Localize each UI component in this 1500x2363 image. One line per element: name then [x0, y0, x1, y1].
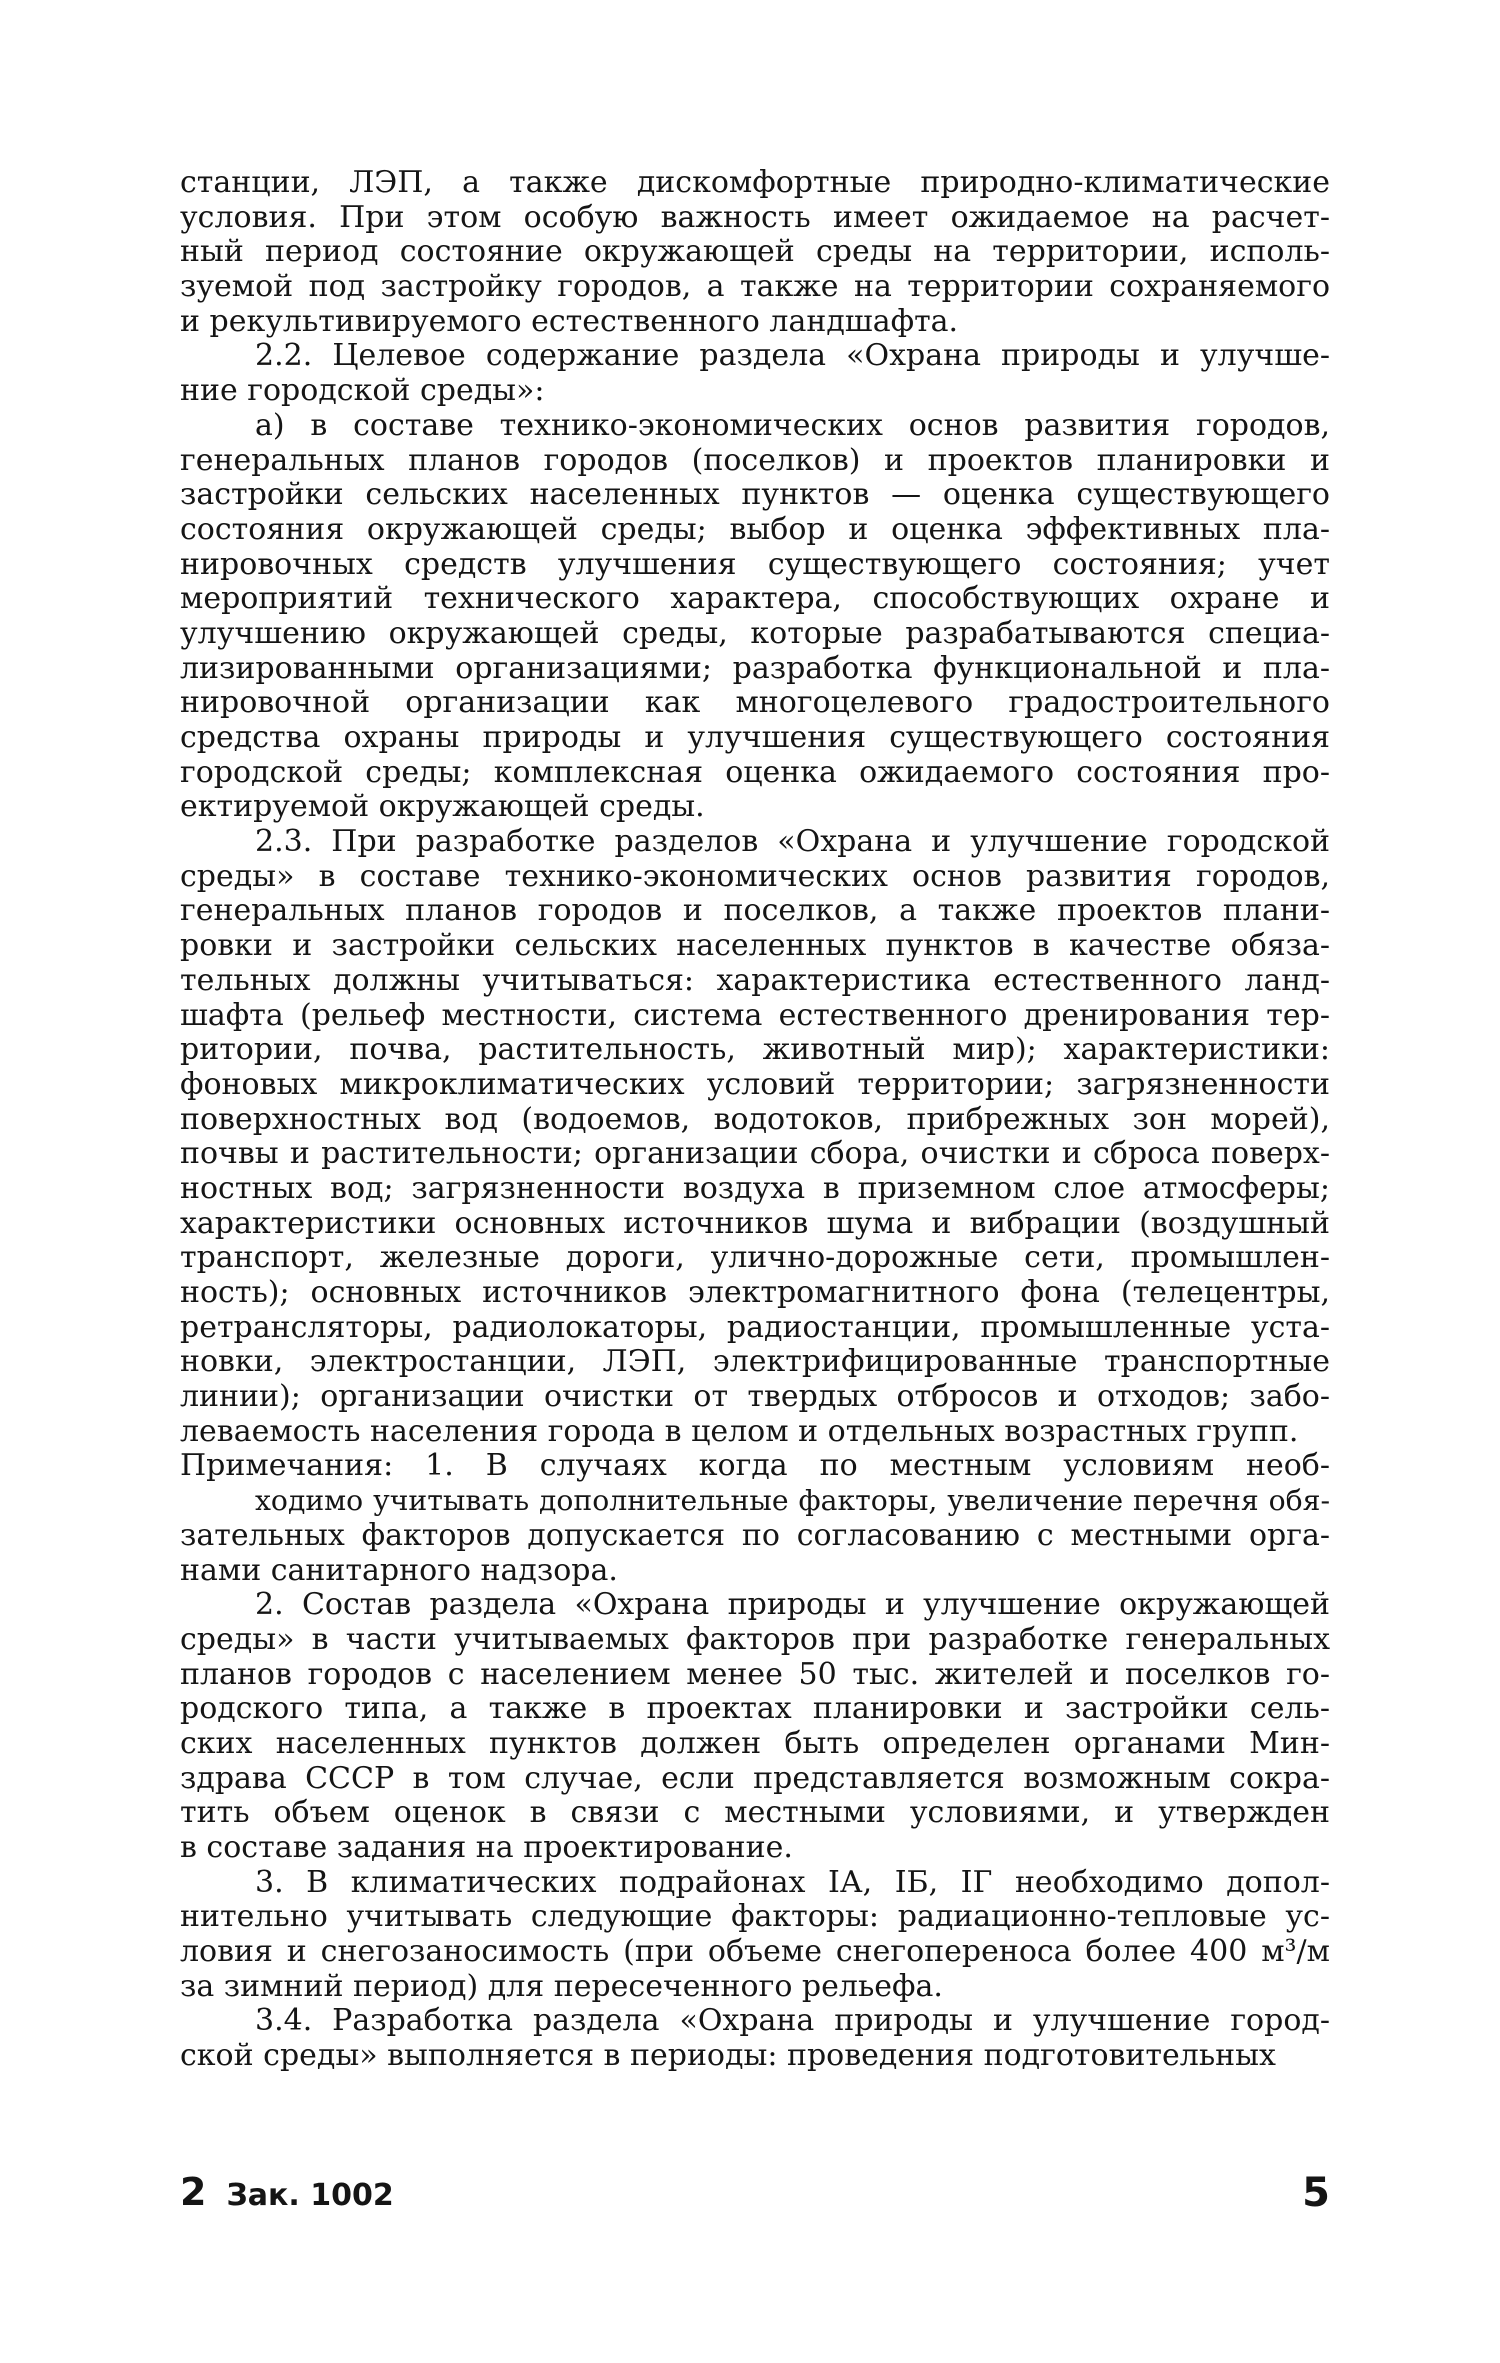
text-line: улучшению окружающей среды, которые разрабатываются специа- [180, 615, 1330, 651]
text-line: застройки сельских населенных пунктов — оценка существующего [180, 477, 1330, 513]
text-line: нительно учитывать следующие факторы: радиационно-тепловые ус- [180, 1899, 1330, 1935]
text-line: 2.2. Целевое содержание раздела «Охрана природы и улучше- [255, 338, 1330, 374]
text-line: тить объем оценок в связи с местными условиями, и утвержден [180, 1795, 1330, 1831]
text-line: городской среды; комплексная оценка ожидаемого состояния про- [180, 754, 1330, 790]
printer-signature [180, 2170, 394, 2214]
text-line: ских населенных пунктов должен быть определен органами Мин- [180, 1725, 1330, 1761]
text-line: в составе задания на проектирование. [180, 1830, 793, 1865]
text-line: новки, электростанции, ЛЭП, электрифицированные транспортные [180, 1344, 1330, 1380]
text-line: тельных должны учитываться: характеристика естественного ланд- [180, 962, 1330, 998]
text-line: мероприятий технического характера, способствующих охране и [180, 581, 1330, 617]
text-line: средства охраны природы и улучшения существующего состояния [180, 720, 1330, 755]
text-line: здрава СССР в том случае, если представляется возможным сокра- [180, 1760, 1330, 1796]
order-number: Зак. 1002 [226, 2178, 394, 2213]
text-line: генеральных планов городов (поселков) и проектов планировки и [180, 442, 1330, 478]
text-line: зательных факторов допускается по согласованию с местными орга- [180, 1517, 1330, 1553]
text-line: ние городской среды»: [180, 373, 545, 409]
text-line: и рекультивируемого естественного ландшафта. [180, 303, 959, 339]
text-line: линии); организации очистки от твердых отбросов и отходов; забо- [180, 1379, 1330, 1415]
text-line: генеральных планов городов и поселков, а также проектов плани- [180, 893, 1330, 929]
text-line: планов городов с населением менее 50 тыс. жителей и поселков го- [180, 1656, 1330, 1692]
text-line: характеристики основных источников шума и вибрации (воздушный [180, 1205, 1330, 1241]
text-line: 2.3. При разработке разделов «Охрана и улучшение городской [255, 824, 1330, 860]
text-line: среды» в составе технико-экономических основ развития городов, [180, 858, 1330, 894]
page-footer [180, 2170, 1330, 2220]
text-line: лизированными организациями; разработка функциональной и пла- [180, 650, 1330, 686]
text-line: почвы и растительности; организации сбора, очистки и сброса поверх- [180, 1136, 1330, 1172]
text-line: 2. Состав раздела «Охрана природы и улучшение окружающей [255, 1587, 1330, 1623]
text-line: а) в составе технико-экономических основ развития городов, [255, 407, 1330, 443]
text-line: леваемость населения города в целом и отдельных возрастных групп. [180, 1413, 1299, 1449]
text-line: ретрансляторы, радиолокаторы, радиостанции, промышленные уста- [180, 1309, 1330, 1345]
text-line: поверхностных вод (водоемов, водотоков, прибрежных зон морей), [180, 1101, 1330, 1137]
text-line: ровки и застройки сельских населенных пунктов в качестве обяза- [180, 928, 1330, 964]
text-line: зуемой под застройку городов, а также на территории сохраняемого [180, 269, 1330, 305]
text-line: 3.4. Разработка раздела «Охрана природы и улучшение город- [255, 2003, 1330, 2039]
text-line: состояния окружающей среды; выбор и оценка эффективных пла- [180, 511, 1330, 547]
text-line: ность); основных источников электромагнитного фона (телецентры, [180, 1275, 1330, 1310]
text-line: за зимний период) для пересеченного рельефа. [180, 1968, 943, 2004]
text-line: ской среды» выполняется в периоды: проведения подготовительных [180, 2038, 1276, 2074]
text-line: ный период состояние окружающей среды на территории, исполь- [180, 234, 1330, 270]
text-line: нами санитарного надзора. [180, 1552, 618, 1588]
text-line: условия. При этом особую важность имеет ожидаемое на расчет- [180, 199, 1330, 235]
text-line: нировочной организации как многоцелевого градостроительного [180, 685, 1330, 721]
body-text [180, 166, 1330, 2074]
text-line: ектируемой окружающей среды. [180, 789, 705, 825]
text-line: станции, ЛЭП, а также дискомфортные природно-климатические [180, 165, 1330, 200]
text-line: ходимо учитывать дополнительные факторы, увеличение перечня обя- [255, 1484, 1330, 1518]
text-line: Примечания: 1. В случаях когда по местным условиям необ- [180, 1448, 1330, 1484]
text-line: нировочных средств улучшения существующего состояния; учет [180, 546, 1330, 582]
text-line: ностных вод; загрязненности воздуха в приземном слое атмосферы; [180, 1170, 1330, 1206]
text-line: среды» в части учитываемых факторов при разработке генеральных [180, 1621, 1330, 1657]
text-line: шафта (рельеф местности, система естественного дренирования тер- [180, 997, 1330, 1033]
text-line: родского типа, а также в проектах планировки и застройки сель- [180, 1691, 1330, 1727]
text-line: ритории, почва, растительность, животный мир); характеристики: [180, 1032, 1330, 1068]
signature-number: 2 [180, 2170, 207, 2214]
text-line: ловия и снегозаносимость (при объеме снегопереноса более 400 м³/м [180, 1934, 1330, 1970]
text-line: транспорт, железные дороги, улично-дорожные сети, промышлен- [180, 1240, 1330, 1276]
text-line: 3. В климатических подрайонах IА, IБ, IГ необходимо допол- [255, 1864, 1330, 1900]
page-number: 5 [1302, 2170, 1330, 2216]
text-line: фоновых микроклиматических условий территории; загрязненности [180, 1066, 1330, 1102]
